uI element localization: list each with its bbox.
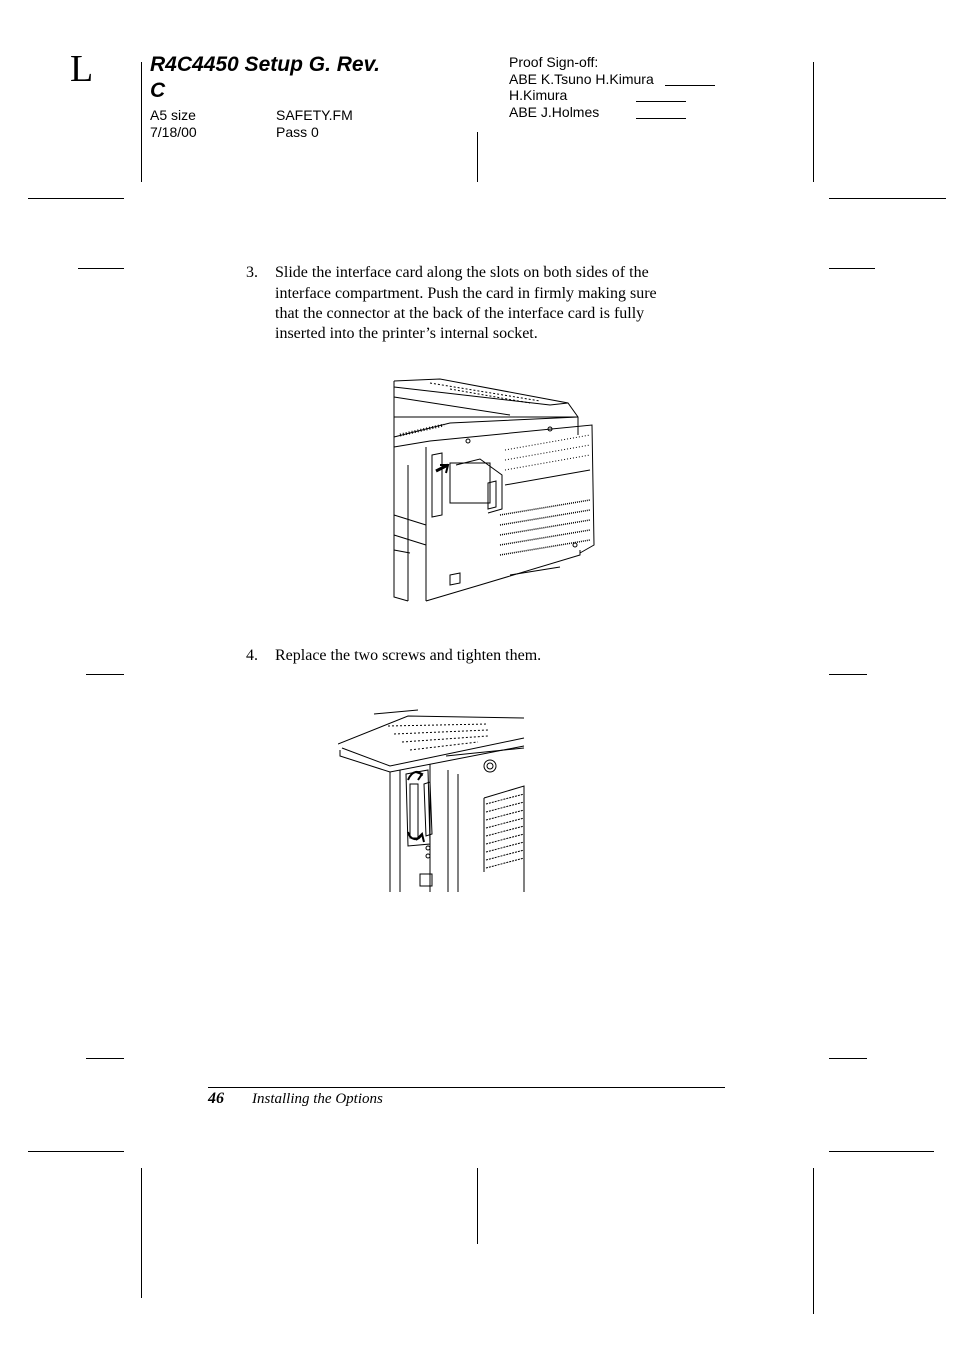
step-line: interface compartment. Push the card in firmly making sure	[275, 285, 657, 302]
crop-line	[28, 198, 124, 199]
crop-line	[86, 1058, 124, 1059]
step-line: Replace the two screws and tighten them.	[275, 647, 542, 664]
crop-line	[141, 1168, 142, 1298]
section-title: Installing the Options	[252, 1091, 383, 1107]
proof-row: H.Kimura	[509, 87, 654, 104]
crop-line	[829, 198, 946, 199]
crop-line	[28, 1151, 124, 1152]
printer-card-insertion-illustration	[390, 375, 600, 607]
crop-line	[829, 1058, 867, 1059]
crop-line	[829, 1151, 934, 1152]
crop-line	[829, 268, 875, 269]
page-number: 46	[208, 1090, 224, 1107]
step-number: 4.	[246, 647, 258, 664]
crop-line	[78, 268, 124, 269]
signature-blank	[636, 101, 686, 102]
step-line: inserted into the printer’s internal socket.	[275, 325, 538, 342]
signature-blank	[636, 118, 686, 119]
step-line: Slide the interface card along the slots on both sides of the	[275, 264, 649, 281]
crop-line	[86, 674, 124, 675]
step-number: 3.	[246, 264, 258, 281]
proof-signoff	[509, 54, 654, 120]
file-name: SAFETY.FM	[276, 107, 353, 123]
footer-rule	[208, 1087, 725, 1088]
pass-number: Pass 0	[276, 124, 319, 140]
proof-row: ABE K.Tsuno H.Kimura	[509, 71, 654, 88]
document-title: R4C4450 Setup G. Rev. C	[150, 53, 380, 102]
proof-row: ABE J.Holmes	[509, 104, 654, 121]
crop-line	[141, 62, 142, 182]
step-line: that the connector at the back of the interface card is fully	[275, 305, 645, 322]
paper-size: A5 size	[150, 107, 196, 123]
crop-line	[829, 674, 867, 675]
crop-line	[813, 1168, 814, 1314]
corner-mark: L	[70, 48, 94, 90]
proof-heading: Proof Sign-off:	[509, 54, 599, 70]
signature-blank	[665, 85, 715, 86]
interface-card-screws-illustration	[338, 708, 528, 894]
revision-date: 7/18/00	[150, 124, 197, 140]
crop-line	[813, 62, 814, 182]
crop-line	[477, 132, 478, 182]
crop-line	[477, 1168, 478, 1244]
